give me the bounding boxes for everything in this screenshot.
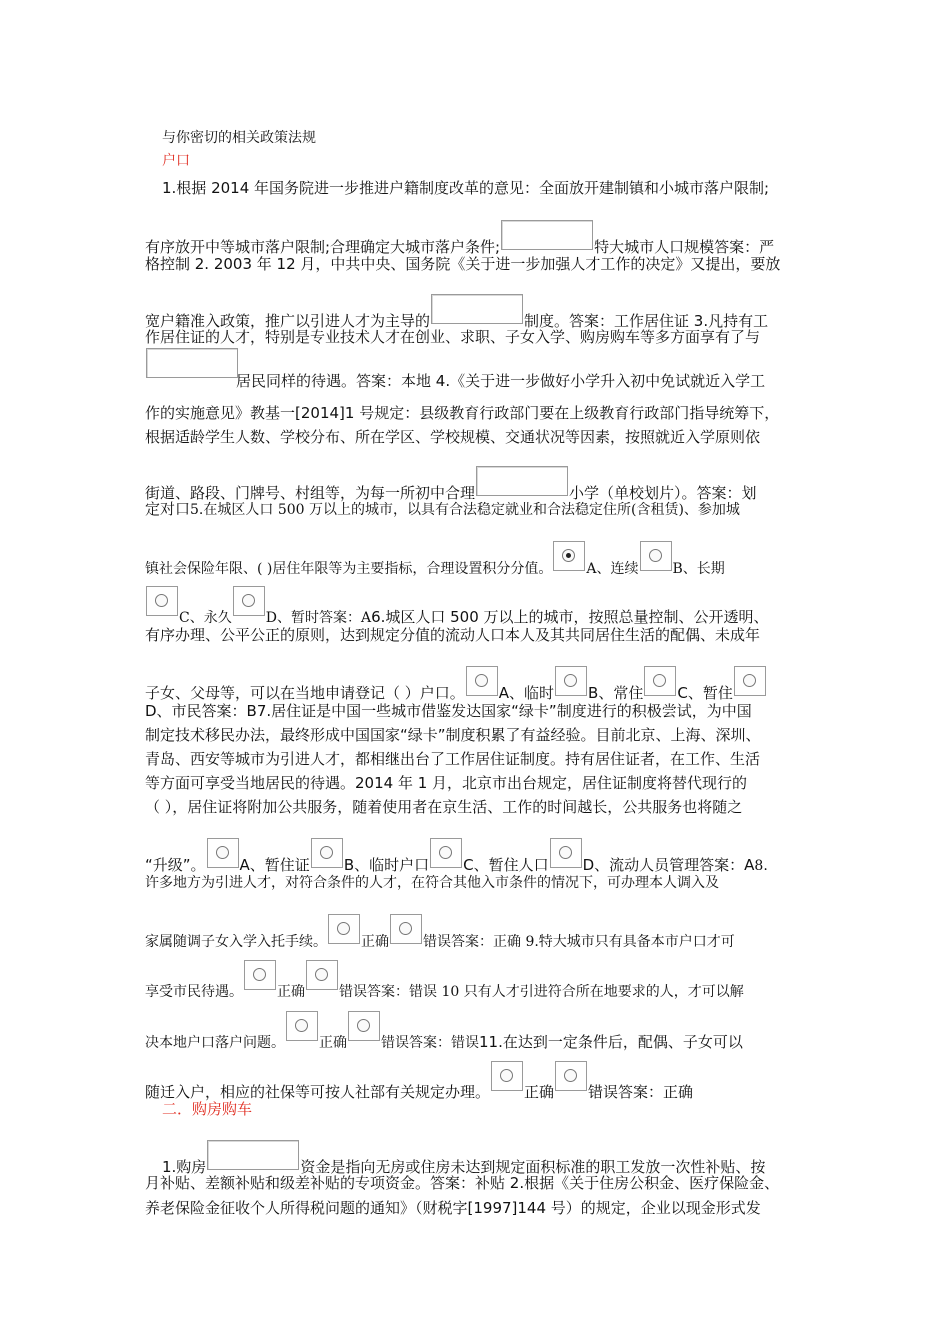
- text: 正确: [524, 1083, 555, 1101]
- text: 街道、路段、门牌号、村组等，为每一所初中合理: [145, 484, 476, 502]
- text-line: 青岛、西安等城市为引进人才，都相继出台了工作居住证制度。持有居住证者，在工作、生活: [145, 750, 761, 768]
- text: 有序放开中等城市落户限制;合理确定大城市落户条件;: [145, 238, 501, 256]
- text-line: [145, 468, 757, 503]
- radio-option-b[interactable]: [640, 541, 672, 571]
- text: 11.在达到一定条件后，配偶、子女可以: [479, 1033, 743, 1051]
- text-line: [145, 840, 768, 876]
- text: 随迁入户，相应的社保等可按人社部有关规定办理。: [145, 1083, 491, 1101]
- text: 宽户籍准入政策，推广以引进人才为主导的: [145, 312, 431, 330]
- text: 特大城市人口规模答案：严: [594, 238, 775, 256]
- radio-option-c[interactable]: [146, 586, 178, 616]
- page-title: 与你密切的相关政策法规: [162, 130, 316, 146]
- text-line: [145, 543, 725, 579]
- text-line: 有序办理、公平公正的原则，达到规定分值的流动人口本人及其共同居住生活的配偶、未成年: [145, 626, 761, 644]
- text: 子女、父母等，可以在当地申请登记（ ）户口。: [145, 684, 465, 702]
- text: C、暂住人口: [463, 856, 549, 874]
- text-line: 根据适龄学生人数、学校分布、所在学区、学校规模、交通状况等因素，按照就近入学原则依: [145, 428, 761, 446]
- text-line: [145, 1017, 743, 1053]
- radio-option-d[interactable]: [233, 586, 265, 616]
- radio-option-a[interactable]: [466, 666, 498, 696]
- text: 错误答案：正确: [588, 1083, 694, 1101]
- text-line: D、市民答案：B7.居住证是中国一些城市借鉴发达国家“绿卡”制度进行的积极尝试，为中国: [145, 702, 752, 720]
- text: 错误答案：错误 10 只有人才引进符合所在地要求的人，才可以解: [339, 984, 744, 1000]
- radio-true[interactable]: [244, 960, 276, 990]
- text-line: [145, 1067, 693, 1102]
- text-line: 制定技术移民办法，最终形成中国国家“绿卡”制度积累了有益经验。目前北京、上海、深圳、: [145, 726, 761, 744]
- text: 资金是指向无房或住房未达到规定面积标准的职工发放一次性补贴、按: [300, 1158, 766, 1176]
- text: 正确: [361, 934, 389, 950]
- radio-false[interactable]: [306, 960, 338, 990]
- answer-input[interactable]: [476, 466, 568, 496]
- text-line: （ ），居住证将附加公共服务，随着使用者在京生活、工作的时间越长，公共服务也将随之: [145, 798, 743, 816]
- radio-option-b[interactable]: [311, 838, 343, 868]
- radio-option-c[interactable]: [644, 666, 676, 696]
- text: B、长期: [672, 561, 725, 577]
- text: “升级”。: [145, 856, 206, 874]
- text: D、流动人员管理答案：A: [582, 856, 755, 874]
- text: C、永久: [179, 610, 232, 626]
- radio-true[interactable]: [328, 914, 360, 944]
- answer-input[interactable]: [501, 220, 593, 250]
- text: 制度。答案：工作居住证 3.凡持有工: [524, 312, 769, 330]
- text: A、临时: [498, 684, 555, 702]
- text-line: [145, 222, 774, 257]
- text: B、临时户口: [343, 856, 430, 874]
- text-line: [145, 499, 740, 520]
- radio-option-b[interactable]: [555, 666, 587, 696]
- text: 错误答案：错误: [381, 1035, 479, 1051]
- text: 正确: [277, 984, 305, 1000]
- radio-true[interactable]: [286, 1011, 318, 1041]
- text: D、暂时答案：A: [265, 610, 372, 626]
- radio-option-d[interactable]: [734, 666, 766, 696]
- text-line: 1.根据 2014 年国务院进一步推进户籍制度改革的意见：全面放开建制镇和小城市落户限制;: [162, 179, 770, 197]
- text: 8.: [754, 858, 768, 874]
- text-line: [145, 916, 735, 952]
- text: 家属随调子女入学入托手续。: [145, 934, 327, 950]
- radio-option-a[interactable]: [553, 541, 585, 571]
- text: A、暂住证: [239, 856, 310, 874]
- text: 5.在城区人口 500 万以上的城市，以具有合法稳定就业和合法稳定住所(含租赁)、参加城: [190, 502, 740, 518]
- text-line: [145, 966, 744, 1002]
- text-line: 许多地方为引进人才，对符合条件的人才，在符合其他入市条件的情况下，可办理本人调入及: [145, 875, 719, 891]
- text: 正确: [319, 1035, 347, 1051]
- answer-input[interactable]: [146, 348, 238, 378]
- text-line: 格控制 2. 2003 年 12 月，中共中央、国务院《关于进一步加强人才工作的决定》又提出，要放: [145, 255, 781, 273]
- text-line: 作的实施意见》教基一[2014]1 号规定：县级教育行政部门要在上级教育行政部门指导统筹下，: [145, 404, 780, 422]
- radio-option-d[interactable]: [550, 838, 582, 868]
- answer-input[interactable]: [207, 1140, 299, 1170]
- text: 1.购房: [162, 1158, 207, 1176]
- text: 镇社会保险年限、( )居住年限等为主要指标，合理设置积分分值。: [145, 561, 553, 577]
- text: 小学（单校划片）。答案：划: [569, 484, 757, 502]
- radio-false[interactable]: [555, 1061, 587, 1091]
- text: B、常住: [588, 684, 644, 702]
- text-line: [162, 1142, 765, 1177]
- radio-option-c[interactable]: [430, 838, 462, 868]
- text: 享受市民待遇。: [145, 984, 243, 1000]
- text-line: 作居住证的人才，特别是专业技术人才在创业、求职、子女入学、购房购车等多方面享有了与: [145, 328, 761, 346]
- text: 6.城区人口 500 万以上的城市，按照总量控制、公开透明、: [371, 608, 769, 626]
- radio-false[interactable]: [348, 1011, 380, 1041]
- answer-input[interactable]: [431, 294, 523, 324]
- radio-false[interactable]: [390, 914, 422, 944]
- radio-option-a[interactable]: [207, 838, 239, 868]
- text: 定对口: [145, 500, 191, 518]
- section-heading-hukou: 户口: [162, 153, 190, 169]
- text-line: [145, 296, 768, 331]
- section-heading-housing: 二．购房购车: [162, 1100, 253, 1118]
- text: C、暂住: [677, 684, 733, 702]
- text-line: 养老保险金征收个人所得税问题的通知》（财税字[1997]144 号）的规定，企业以现金形式发: [145, 1199, 761, 1217]
- text-line: [145, 668, 767, 703]
- text: 错误答案：正确 9.特大城市只有具备本市户口才可: [423, 934, 735, 950]
- text-line: 居民同样的待遇。答案：本地 4.《关于进一步做好小学升入初中免试就近入学工: [236, 372, 766, 390]
- text-line: 等方面可享受当地居民的待遇。2014 年 1 月，北京市出台规定，居住证制度将替代现行的: [145, 774, 748, 792]
- radio-true[interactable]: [491, 1061, 523, 1091]
- text: A、连续: [586, 561, 639, 577]
- text: 决本地户口落户问题。: [145, 1035, 285, 1051]
- text-line: 月补贴、差额补贴和级差补贴的专项资金。答案：补贴 2.根据《关于住房公积金、医疗保险金、: [145, 1174, 780, 1192]
- text-line: [145, 592, 769, 628]
